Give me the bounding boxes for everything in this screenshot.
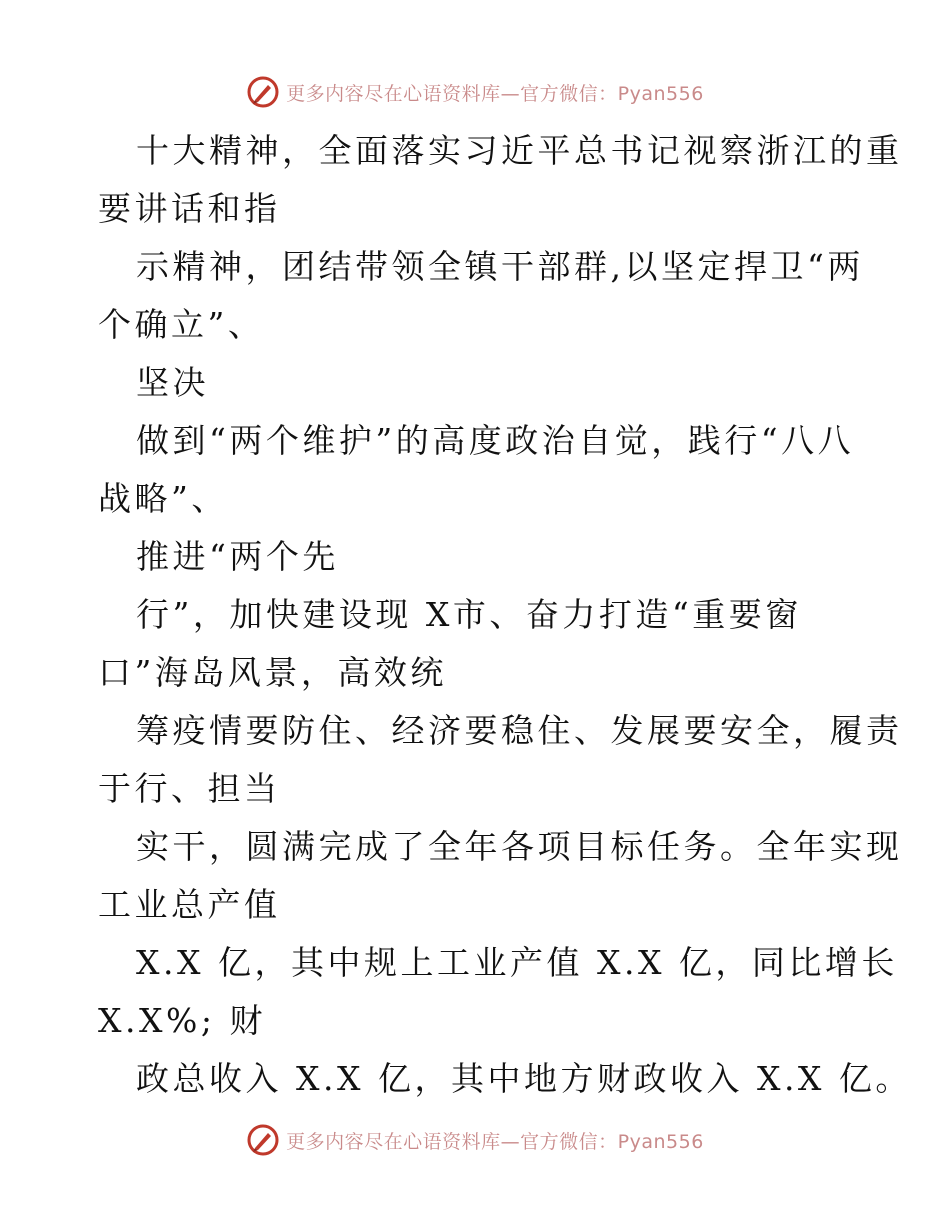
- text-line: 行”，加快建设现 X市、奋力打造“重要窗: [136, 595, 802, 634]
- footer-watermark: [0, 1120, 950, 1160]
- text-line: 十大精神，全面落实习近平总书记视察浙江的重: [136, 131, 903, 170]
- text-line: 于行、担当: [98, 769, 281, 808]
- document-body: [98, 122, 912, 1108]
- text-line: X.X%; 财: [98, 1001, 266, 1040]
- watermark-text: 更多内容尽在心语资料库—官方微信：Pyan556: [286, 1130, 704, 1153]
- text-line: 坚决: [136, 363, 209, 402]
- pen-circle-logo-icon: [246, 75, 280, 109]
- pen-circle-logo-icon: [246, 1123, 280, 1157]
- text-line: 要讲话和指: [98, 189, 281, 228]
- text-line: 推进“两个先: [136, 537, 339, 576]
- text-line: 口”海岛风景，高效统: [98, 653, 447, 692]
- text-line: 做到“两个维护”的高度政治自觉，践行“八八: [136, 421, 855, 460]
- text-line: 个确立”、: [98, 305, 265, 344]
- text-line: 政总收入 X.X 亿，其中地方财政收入 X.X 亿。: [136, 1059, 912, 1098]
- text-line: 示精神，团结带领全镇干部群,以坚定捍卫“两: [136, 247, 864, 286]
- text-line: 实干，圆满完成了全年各项目标任务。全年实现: [136, 827, 903, 866]
- header-watermark: [0, 72, 950, 112]
- text-line: 筹疫情要防住、经济要稳住、发展要安全，履责: [136, 711, 903, 750]
- watermark-text: 更多内容尽在心语资料库—官方微信：Pyan556: [286, 82, 704, 105]
- text-line: 战略”、: [98, 479, 228, 518]
- text-line: 工业总产值: [98, 885, 281, 924]
- text-line: X.X 亿，其中规上工业产值 X.X 亿，同比增长: [136, 943, 898, 982]
